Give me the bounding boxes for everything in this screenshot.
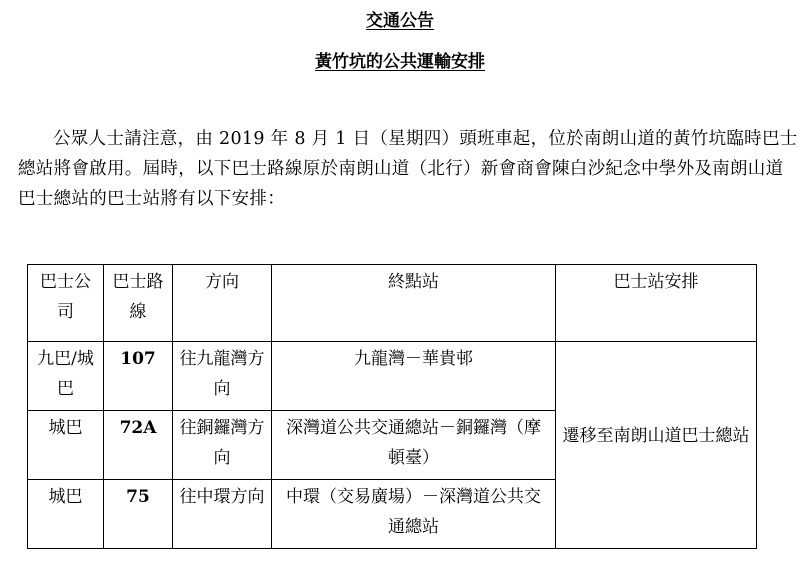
header-direction: 方向 bbox=[173, 265, 272, 342]
table-row bbox=[28, 342, 757, 411]
cell-terminus: 中環（交易廣場）－深灣道公共交通總站 bbox=[272, 480, 556, 549]
notice-subject: 黃竹坑的公共運輸安排 bbox=[315, 52, 485, 72]
header-company: 巴士公司 bbox=[28, 265, 104, 342]
header-terminus: 終點站 bbox=[272, 265, 556, 342]
notice-body: 公眾人士請注意，由 2019 年 8 月 1 日（星期四）頭班車起，位於南朗山道的黃竹坑臨時巴士總站將會啟用。屆時，以下巴士路線原於南朗山道（北行）新會商會陳白沙紀念中學外及南朗山道巴士總站的巴士站將有以下安排： bbox=[18, 129, 798, 209]
cell-terminus: 九龍灣－華貴邨 bbox=[272, 342, 556, 411]
table-header-row bbox=[28, 265, 757, 342]
cell-company: 城巴 bbox=[28, 411, 104, 480]
cell-company: 九巴/城巴 bbox=[28, 342, 104, 411]
cell-company: 城巴 bbox=[28, 480, 104, 549]
header-arrangement: 巴士站安排 bbox=[556, 265, 757, 342]
cell-route: 75 bbox=[104, 480, 173, 549]
bus-arrangement-table bbox=[27, 264, 757, 549]
notice-heading: 交通公告 bbox=[366, 11, 434, 31]
cell-arrangement: 遷移至南朗山道巴士總站 bbox=[556, 342, 757, 549]
cell-route: 107 bbox=[104, 342, 173, 411]
cell-route: 72A bbox=[104, 411, 173, 480]
cell-terminus: 深灣道公共交通總站－銅鑼灣（摩頓臺） bbox=[272, 411, 556, 480]
cell-direction: 往銅鑼灣方向 bbox=[173, 411, 272, 480]
cell-direction: 往中環方向 bbox=[173, 480, 272, 549]
cell-direction: 往九龍灣方向 bbox=[173, 342, 272, 411]
header-route: 巴士路線 bbox=[104, 265, 173, 342]
